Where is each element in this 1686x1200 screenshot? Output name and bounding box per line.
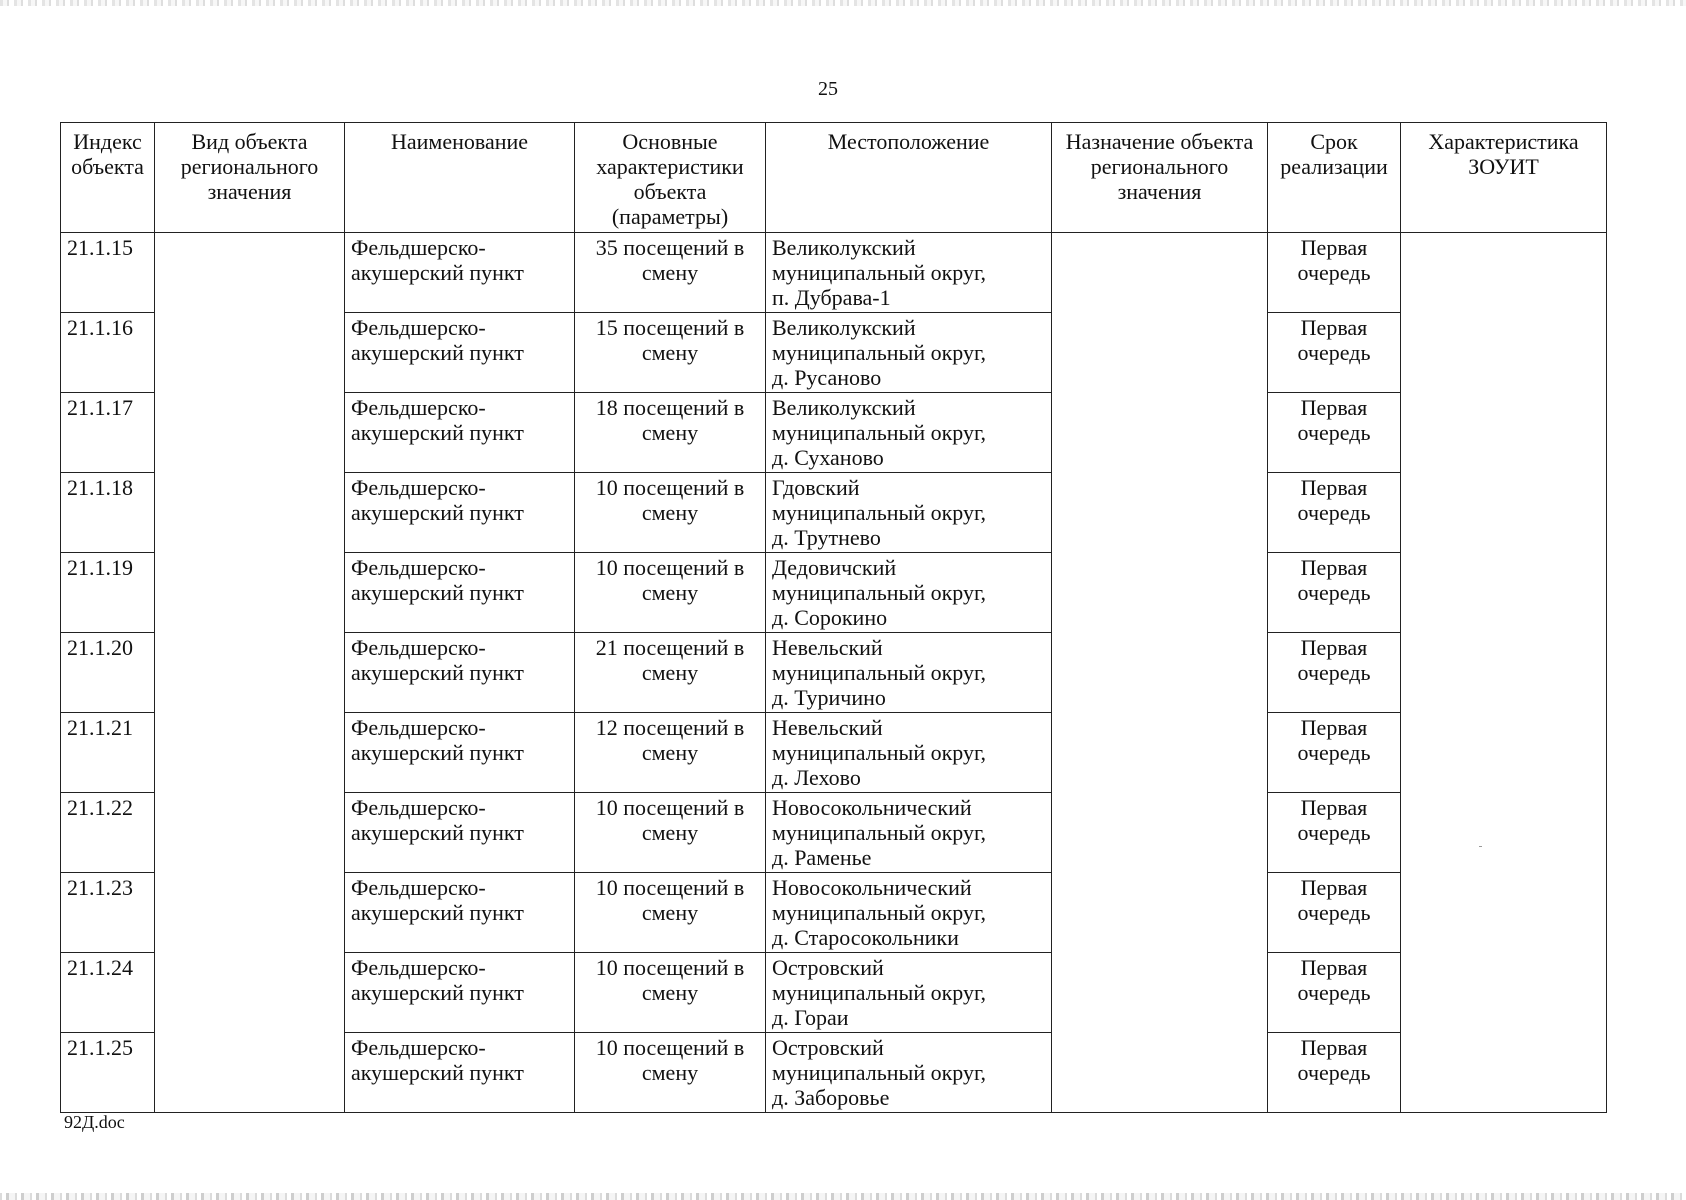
cell-location (766, 233, 1052, 313)
cell-location (766, 393, 1052, 473)
cell-name: Фельдшерско-акушерский пункт (345, 313, 575, 393)
location-okrug: муниципальный округ, (772, 660, 987, 685)
cell-zouit-merged (1401, 233, 1607, 1113)
location-okrug: муниципальный округ, (772, 500, 987, 525)
cell-index: 21.1.25 (61, 1033, 155, 1113)
cell-name: Фельдшерско-акушерский пункт (345, 473, 575, 553)
page-number: 25 (818, 78, 838, 100)
cell-name: Фельдшерско-акушерский пункт (345, 633, 575, 713)
location-district: Гдовский (772, 475, 860, 500)
location-okrug: муниципальный округ, (772, 340, 987, 365)
location-district: Великолукский (772, 395, 916, 420)
location-place: д. Старосокольники (772, 925, 959, 950)
location-district: Невельский (772, 635, 883, 660)
cell-term: Первая очередь (1268, 793, 1401, 873)
location-place: д. Лехово (772, 765, 861, 790)
cell-name: Фельдшерско-акушерский пункт (345, 233, 575, 313)
cell-index: 21.1.21 (61, 713, 155, 793)
cell-term: Первая очередь (1268, 233, 1401, 313)
cell-parameters: 10 посещений в смену (575, 793, 766, 873)
cell-location (766, 553, 1052, 633)
header-term: Срок реализации (1268, 123, 1401, 233)
scan-edge-top (0, 0, 1686, 6)
location-okrug: муниципальный округ, (772, 820, 987, 845)
location-district: Великолукский (772, 235, 916, 260)
cell-name: Фельдшерско-акушерский пункт (345, 793, 575, 873)
cell-location (766, 473, 1052, 553)
cell-index: 21.1.17 (61, 393, 155, 473)
location-place: д. Заборовье (772, 1085, 890, 1110)
cell-term: Первая очередь (1268, 473, 1401, 553)
cell-location (766, 313, 1052, 393)
cell-parameters: 18 посещений в смену (575, 393, 766, 473)
header-zouit: Характеристика ЗОУИТ (1401, 123, 1607, 233)
cell-parameters: 15 посещений в смену (575, 313, 766, 393)
file-label: 92Д.doc (64, 1112, 125, 1132)
location-okrug: муниципальный округ, (772, 740, 987, 765)
cell-parameters: 35 посещений в смену (575, 233, 766, 313)
scan-edge-bottom (0, 1193, 1686, 1200)
header-object-type: Вид объекта регионального значения (155, 123, 345, 233)
location-district: Новосокольнический (772, 795, 972, 820)
cell-index: 21.1.22 (61, 793, 155, 873)
table-header-row (61, 123, 1607, 233)
cell-parameters: 10 посещений в смену (575, 873, 766, 953)
cell-term: Первая очередь (1268, 873, 1401, 953)
cell-location (766, 633, 1052, 713)
cell-name: Фельдшерско-акушерский пункт (345, 713, 575, 793)
cell-index: 21.1.23 (61, 873, 155, 953)
location-place: д. Суханово (772, 445, 884, 470)
cell-term: Первая очередь (1268, 393, 1401, 473)
cell-parameters: 21 посещений в смену (575, 633, 766, 713)
cell-index: 21.1.16 (61, 313, 155, 393)
cell-parameters: 10 посещений в смену (575, 553, 766, 633)
cell-index: 21.1.18 (61, 473, 155, 553)
cell-term: Первая очередь (1268, 1033, 1401, 1113)
location-place: д. Трутнево (772, 525, 881, 550)
location-okrug: муниципальный округ, (772, 580, 987, 605)
cell-location (766, 873, 1052, 953)
regional-objects-table (60, 122, 1607, 1113)
cell-purpose-merged (1052, 233, 1268, 1113)
cell-term: Первая очередь (1268, 713, 1401, 793)
cell-index: 21.1.20 (61, 633, 155, 713)
cell-parameters: 10 посещений в смену (575, 1033, 766, 1113)
scan-speck (1479, 846, 1482, 847)
cell-index: 21.1.15 (61, 233, 155, 313)
location-okrug: муниципальный округ, (772, 980, 987, 1005)
header-index: Индекс объекта (61, 123, 155, 233)
cell-name: Фельдшерско-акушерский пункт (345, 953, 575, 1033)
location-place: д. Гораи (772, 1005, 849, 1030)
cell-location (766, 713, 1052, 793)
location-district: Дедовичский (772, 555, 897, 580)
location-place: д. Раменье (772, 845, 872, 870)
cell-parameters: 10 посещений в смену (575, 953, 766, 1033)
cell-object-type-merged (155, 233, 345, 1113)
cell-index: 21.1.19 (61, 553, 155, 633)
cell-name: Фельдшерско-акушерский пункт (345, 873, 575, 953)
location-place: д. Русаново (772, 365, 882, 390)
cell-term: Первая очередь (1268, 953, 1401, 1033)
location-district: Невельский (772, 715, 883, 740)
location-okrug: муниципальный округ, (772, 900, 987, 925)
cell-term: Первая очередь (1268, 553, 1401, 633)
header-location: Местоположение (766, 123, 1052, 233)
cell-location (766, 953, 1052, 1033)
cell-name: Фельдшерско-акушерский пункт (345, 393, 575, 473)
header-purpose: Назначение объекта регионального значения (1052, 123, 1268, 233)
cell-name: Фельдшерско-акушерский пункт (345, 553, 575, 633)
cell-location (766, 793, 1052, 873)
location-okrug: муниципальный округ, (772, 1060, 987, 1085)
location-district: Великолукский (772, 315, 916, 340)
location-okrug: муниципальный округ, (772, 420, 987, 445)
location-okrug: муниципальный округ, (772, 260, 987, 285)
location-place: д. Туричино (772, 685, 886, 710)
cell-location (766, 1033, 1052, 1113)
location-district: Новосокольнический (772, 875, 972, 900)
cell-term: Первая очередь (1268, 313, 1401, 393)
cell-index: 21.1.24 (61, 953, 155, 1033)
location-district: Островский (772, 1035, 884, 1060)
header-name: Наименование (345, 123, 575, 233)
location-place: д. Сорокино (772, 605, 888, 630)
cell-term: Первая очередь (1268, 633, 1401, 713)
table-row (61, 233, 1607, 313)
location-district: Островский (772, 955, 884, 980)
cell-parameters: 10 посещений в смену (575, 473, 766, 553)
header-parameters: Основные характеристики объекта (параметры) (575, 123, 766, 233)
cell-name: Фельдшерско-акушерский пункт (345, 1033, 575, 1113)
cell-parameters: 12 посещений в смену (575, 713, 766, 793)
location-place: п. Дубрава-1 (772, 285, 891, 310)
